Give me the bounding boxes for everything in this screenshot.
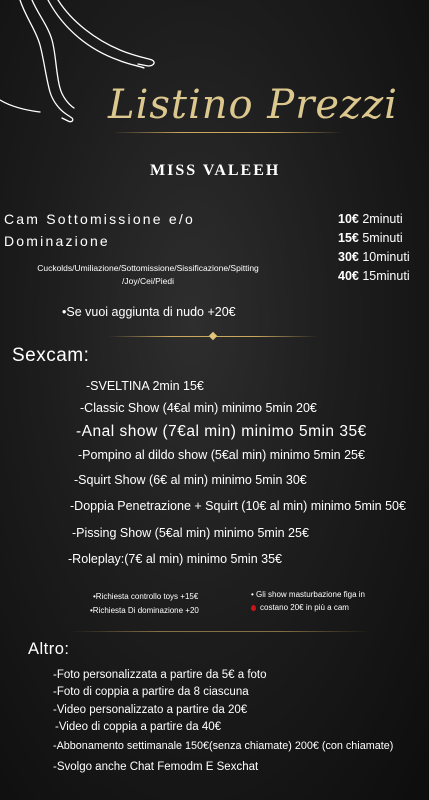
cam-title-line2: Dominazione [4, 233, 110, 249]
show-item: -SVELTINA 2min 15€ [86, 379, 204, 393]
show-item: -Pissing Show (5€al min) minimo 5min 25€ [72, 526, 309, 540]
side-note-line1: • Gli show masturbazione figa in [251, 590, 365, 599]
altro-item: -Video personalizzato a partire da 20€ [53, 704, 248, 716]
altro-item: -Foto personalizzata a partire da 5€ a foto [53, 669, 267, 681]
show-item: -Doppia Penetrazione + Squirt (10€ al min) minimo 5min 50€ [70, 499, 406, 513]
show-item: -Anal show (7€al min) minimo 5min 35€ [76, 423, 367, 440]
cam-tags-line1: Cuckolds/Umiliazione/Sottomissione/Sissificazione/Spitting [37, 263, 259, 273]
show-item: -Roleplay:(7€ al min) minimo 5min 35€ [68, 552, 282, 566]
cam-price-row: 10€ 2minuti [338, 212, 403, 226]
extra-domination-request: •Richiesta Di dominazione +20 [90, 606, 199, 615]
blood-drop-icon [251, 605, 256, 611]
side-note-line2: costano 20€ in più a cam [260, 603, 349, 612]
cam-price-row: 30€ 10minuti [338, 250, 410, 264]
extra-toys-request: •Richiesta controllo toys +15€ [93, 592, 199, 601]
altro-item: -Abbonamento settimanale 150€(senza chiamate) 200€ (con chiamate) [53, 740, 394, 752]
altro-heading: Altro: [28, 640, 70, 658]
cam-title-line1: Cam Sottomissione e/o [4, 211, 195, 227]
cam-tags-line2: /Joy/Cei/Piedi [122, 276, 174, 286]
altro-item: -Video di coppia a partire da 40€ [55, 721, 222, 733]
altro-item: -Svolgo anche Chat Femodm E Sexchat [53, 761, 259, 773]
title-underline [112, 132, 342, 133]
brand-name: MISS VALEEH [150, 162, 281, 179]
divider-diamond-icon [209, 332, 217, 340]
altro-item: -Foto di coppia a partire da 8 ciascuna [53, 686, 249, 698]
show-item: -Pompino al dildo show (5€al min) minimo 5min 25€ [78, 448, 365, 462]
cam-price-row: 15€ 5minuti [338, 231, 403, 245]
sexcam-heading: Sexcam: [12, 345, 90, 366]
section-divider-bottom [70, 631, 370, 632]
cam-tags [6, 262, 290, 288]
show-item: -Squirt Show (6€ al min) minimo 5min 30€ [74, 473, 307, 487]
show-item: -Classic Show (4€al min) minimo 5min 20€ [80, 401, 317, 415]
nude-addon-note: •Se vuoi aggiunta di nudo +20€ [62, 305, 236, 319]
cam-price-row: 40€ 15minuti [338, 269, 410, 283]
price-list-title: Listino Prezzi [108, 82, 398, 128]
cam-price-list [338, 210, 410, 286]
side-note-line2-wrap [251, 602, 349, 614]
